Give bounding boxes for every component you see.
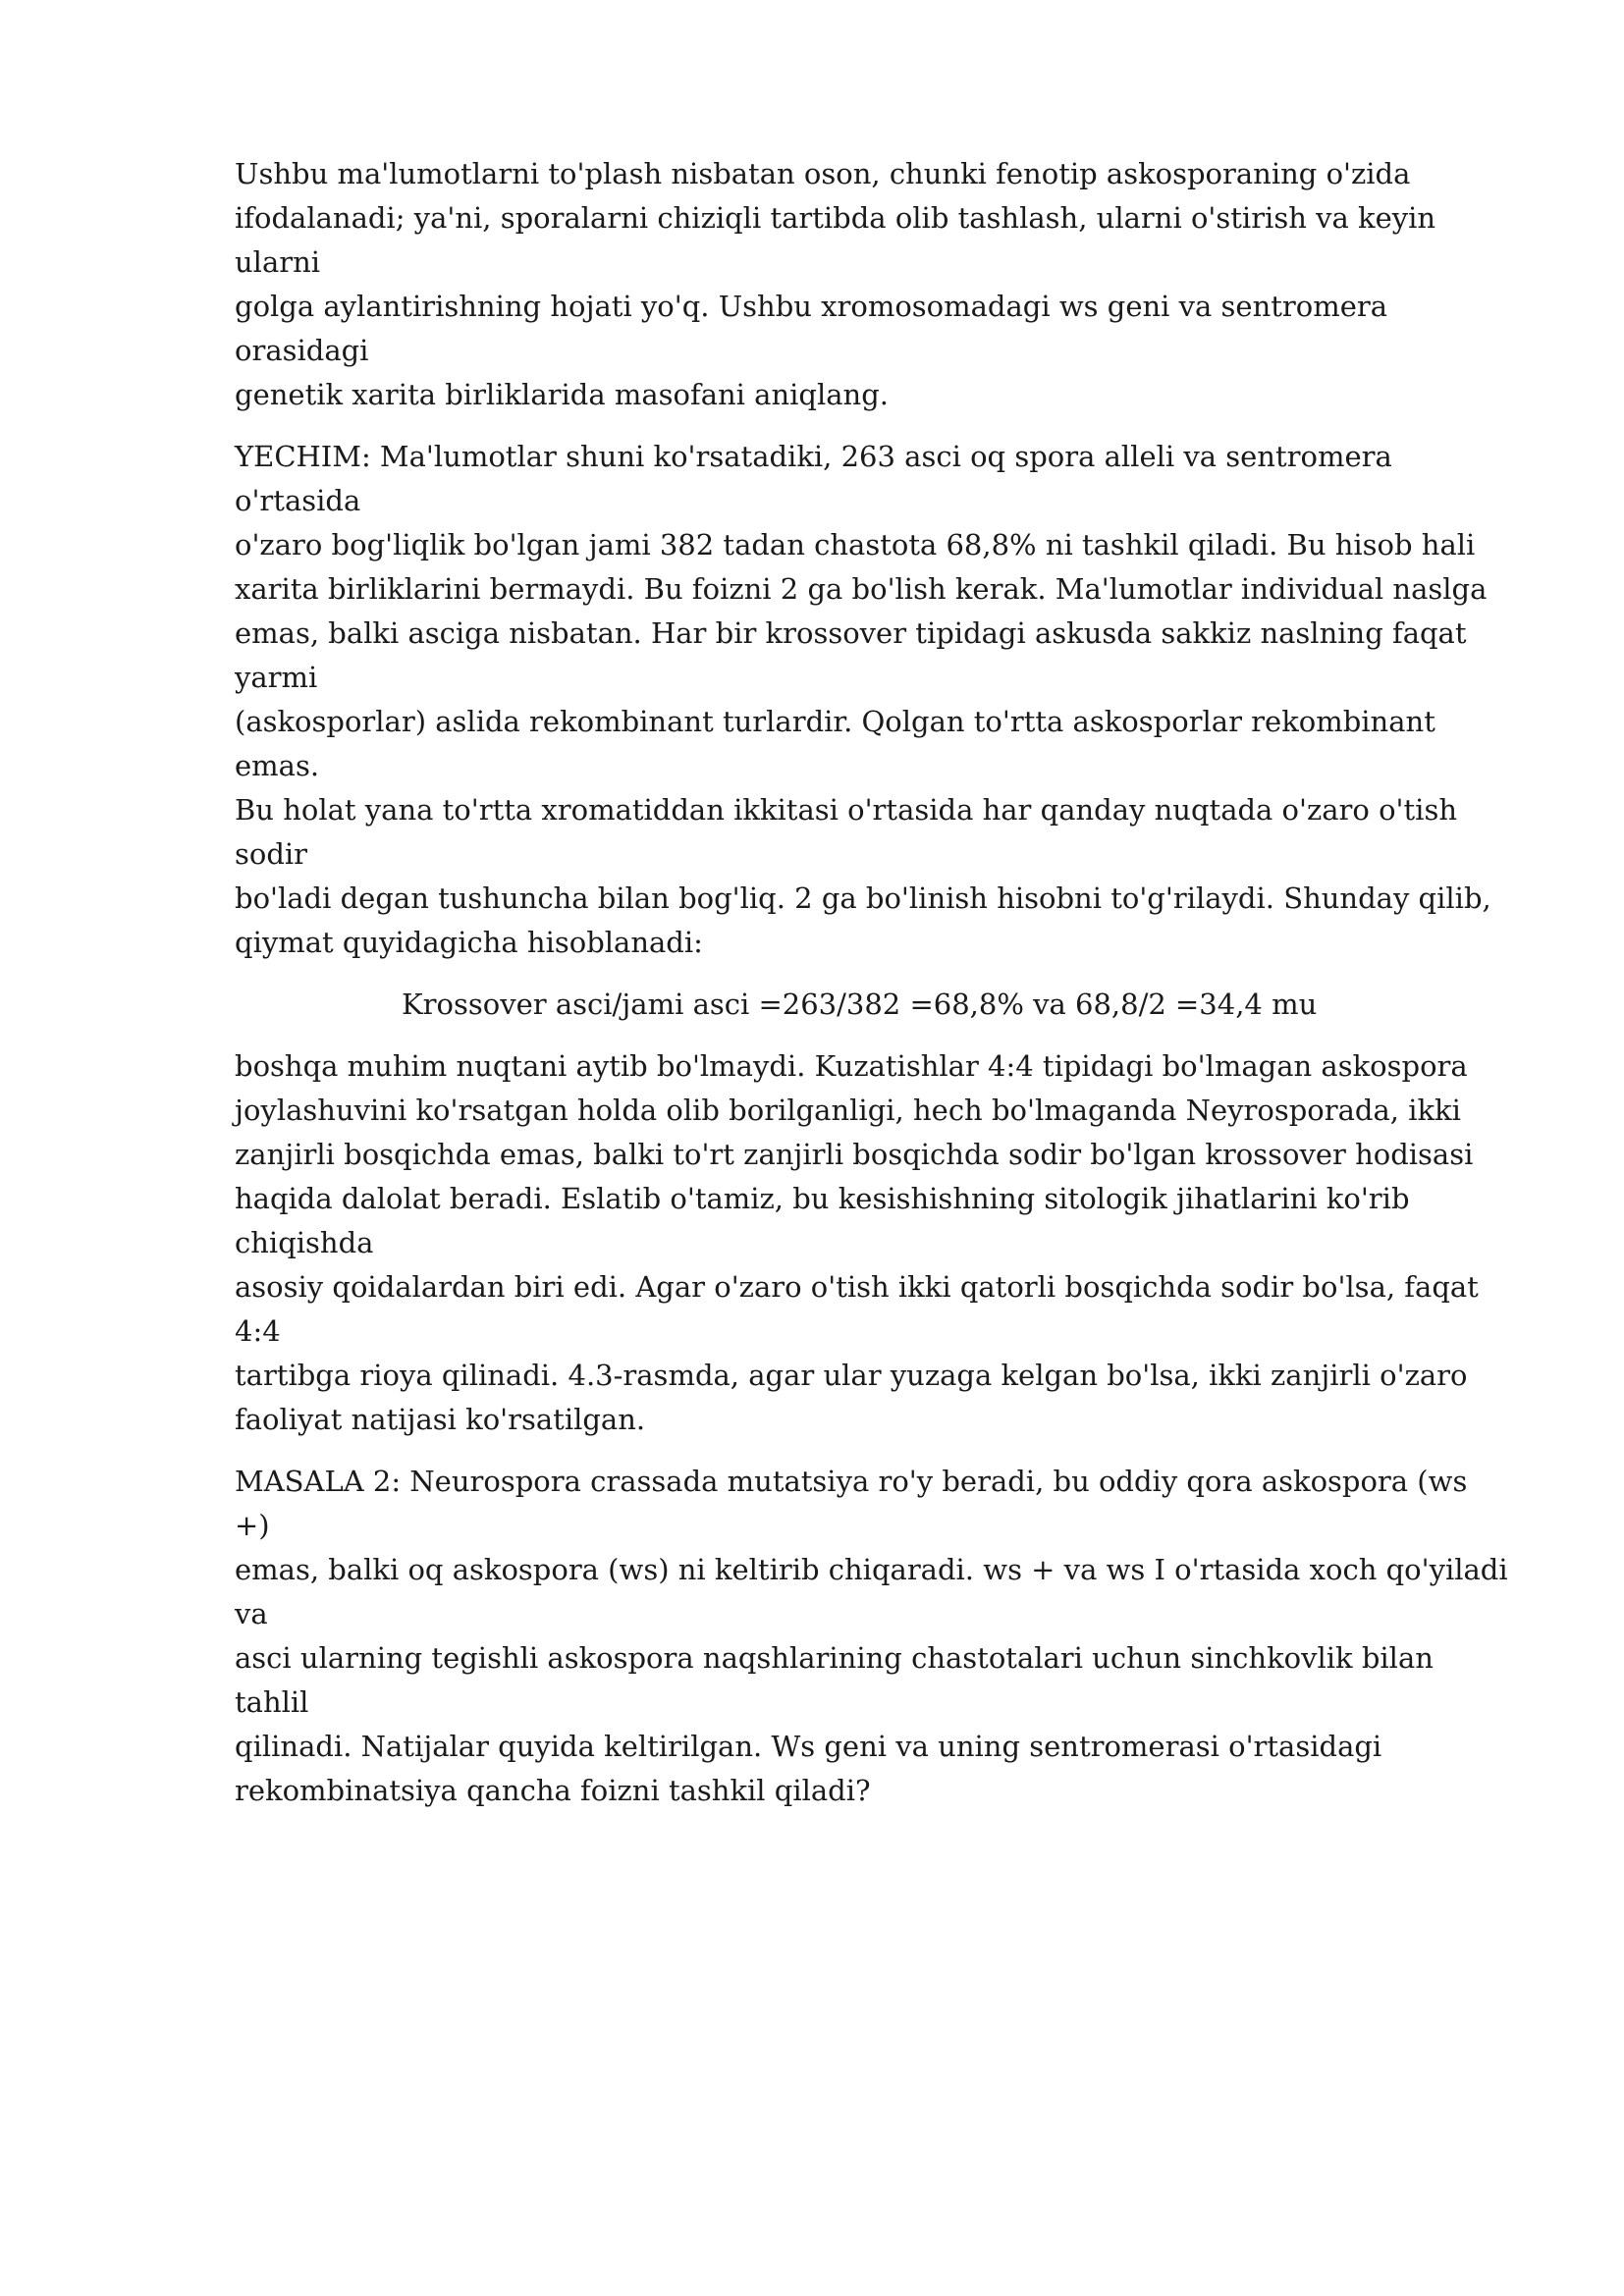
paragraph-problem-2: MASALA 2: Neurospora crassada mutatsiya ro'y beradi, bu oddiy qora askospora (ws +) emas, balki oq askospora (ws) ni keltirib chiqaradi. ws + va ws I o'rtasida xoch qo'yiladi va asci ularning tegishli askospora naqshlarining chastotalari uchun sinchkovlik bilan tahlil qilinadi. Natijalar quyida keltirilgan. Ws geni va uning sentromerasi o'rtasidagi rekombinatsiya qancha foizni tashkil qiladi? — [235, 1465, 1508, 1807]
paragraph-discussion: boshqa muhim nuqtani aytib bo'lmaydi. Kuzatishlar 4:4 tipidagi bo'lmagan askospora joylashuvini ko'rsatgan holda olib borilganligi, hech bo'lmaganda Neyrosporada, ikki zanjirli bosqichda emas, balki to'rt zanjirli bosqichda sodir bo'lgan krossover hodisasi haqida dalolat beradi. Eslatib o'tamiz, bu kesishishning sitologik jihatlarini ko'rib chiqishda asosiy qoidalardan biri edi. Agar o'zaro o'tish ikki qatorli bosqichda sodir bo'lsa, faqat 4:4 tartibga rioya qilinadi. 4.3-rasmda, agar ular yuzaga kelgan bo'lsa, ikki zanjirli o'zaro faoliyat natijasi ko'rsatilgan. — [235, 1049, 1479, 1436]
formula-line: Krossover asci/jami asci =263/382 =68,8% va 68,8/2 =34,4 mu — [402, 988, 1318, 1021]
document-body — [235, 152, 1511, 1831]
paragraph-intro: Ushbu ma'lumotlarni to'plash nisbatan oson, chunki fenotip askosporaning o'zida ifodalanadi; ya'ni, sporalarni chiziqli tartibda olib tashlash, ularni o'stirish va keyin ularni golga aylantirishning hojati yo'q. Ushbu xromosomadagi ws geni va sentromera orasidagi genetik xarita birliklarida masofani aniqlang. — [235, 157, 1436, 411]
paragraph-solution: YECHIM: Ma'lumotlar shuni ko'rsatadiki, 263 asci oq spora alleli va sentromera o'rtasida o'zaro bog'liqlik bo'lgan jami 382 tadan chastota 68,8% ni tashkil qiladi. Bu hisob hali xarita birliklarini bermaydi. Bu foizni 2 ga bo'lish kerak. Ma'lumotlar individual naslga emas, balki asciga nisbatan. Har bir krossover tipidagi askusda sakkiz naslning faqat yarmi (askosporlar) aslida rekombinant turlardir. Qolgan to'rtta askosporlar rekombinant emas. Bu holat yana to'rtta xromatiddan ikkitasi o'rtasida har qanday nuqtada o'zaro o'tish sodir bo'ladi degan tushuncha bilan bog'liq. 2 ga bo'linish hisobni to'g'rilaydi. Shunday qilib, qiymat quyidagicha hisoblanadi: — [235, 440, 1491, 959]
